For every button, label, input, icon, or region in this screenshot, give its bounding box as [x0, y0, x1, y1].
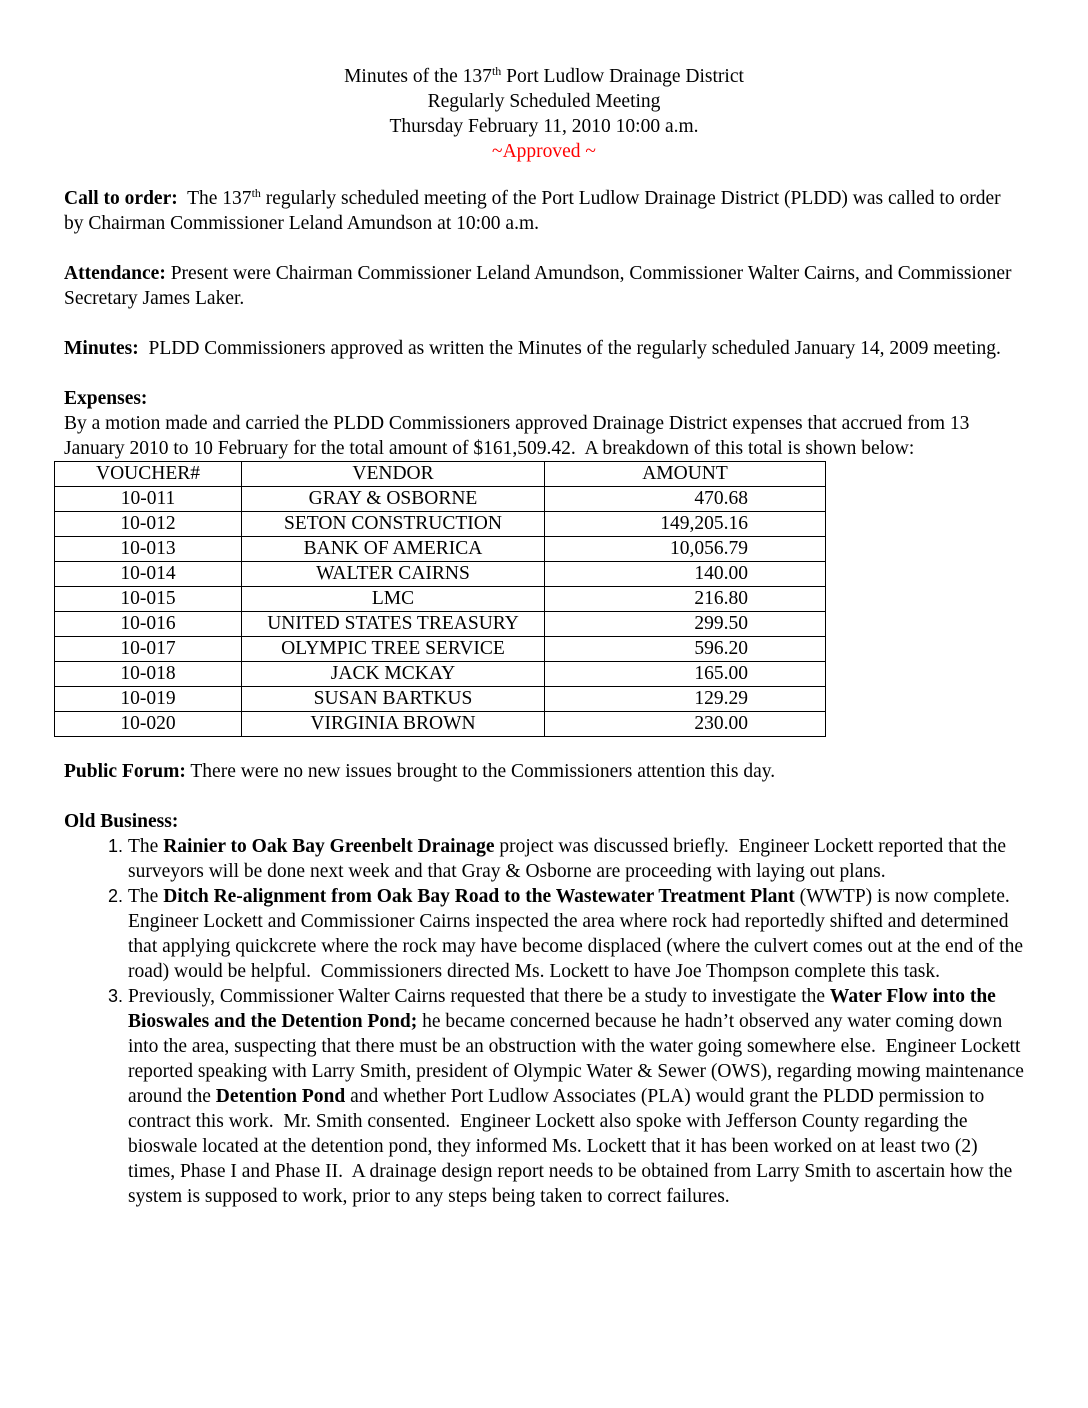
amount-cell: 470.68 — [545, 487, 826, 512]
voucher-cell: 10-020 — [55, 712, 242, 737]
approval-status: ~Approved ~ — [492, 141, 596, 162]
item-text-rest: (WWTP) is now complete. Engineer Lockett and Commissioner Cairns inspected the area where rock had reportedly shifted and determined that applying quickcrete where the rock may have become displaced (where the culvert comes out at the end of the road) would be helpful. Commissioners directed Ms. Lockett to have Joe Thompson complete this task. — [128, 886, 1028, 982]
expenses-section — [64, 386, 1024, 737]
voucher-cell: 10-011 — [55, 487, 242, 512]
item-text: The — [128, 836, 164, 857]
call-to-order-text: The 137 — [177, 188, 252, 209]
item-text-rest: project was discussed briefly. Engineer Lockett reported that the surveyors will be done next week and that Gray & Osborne are proceeding with laying out plans. — [128, 836, 1011, 882]
voucher-cell: 10-014 — [55, 562, 242, 587]
expenses-text: By a motion made and carried the PLDD Commissioners approved Drainage District expenses that accrued from 13 January 2010 to 10 February for the total amount of $161,509.42. A breakdown of this total is shown below: — [64, 413, 975, 459]
item-text-rest: and whether Port Ludlow Associates (PLA) would grant the PLDD permission to contract this work. Mr. Smith consented. Engineer Lockett also spoke with Jefferson County regarding the bioswale located at the detention pond, they informed Ms. Lockett that it has been worked on at least two (2) times, Phase I and Phase II. A drainage design report needs to be obtained from Larry Smith to ascertain how the system is supposed to work, prior to any steps being taken to correct failures. — [128, 1086, 1018, 1207]
call-to-order-section — [64, 186, 1024, 236]
project-name: Rainier to Oak Bay Greenbelt Drainage — [163, 836, 495, 857]
minutes-section — [64, 336, 1024, 361]
list-item — [128, 984, 1029, 1209]
document-subtitle: Regularly Scheduled Meeting — [427, 91, 661, 112]
table-row — [55, 487, 826, 512]
document-title — [64, 64, 1024, 89]
old-business-list — [64, 834, 1029, 1209]
table-row — [55, 512, 826, 537]
call-to-order-text-rest: regularly scheduled meeting of the Port Ludlow Drainage District (PLDD) was called to order by Chairman Commissioner Leland Amundson at 10:00 a.m. — [64, 188, 1001, 234]
minutes-text: PLDD Commissioners approved as written the Minutes of the regularly scheduled January 14, 2009 meeting. — [138, 338, 1001, 359]
vendor-cell: UNITED STATES TREASURY — [242, 612, 545, 637]
old-business-label: Old Business: — [64, 811, 179, 832]
vendor-cell: SETON CONSTRUCTION — [242, 512, 545, 537]
voucher-cell: 10-017 — [55, 637, 242, 662]
vendor-cell: WALTER CAIRNS — [242, 562, 545, 587]
amount-cell: 165.00 — [545, 662, 826, 687]
project-name-secondary: Detention Pond — [215, 1086, 346, 1107]
call-to-order-label: Call to order: — [64, 188, 178, 209]
ordinal-suffix: th — [251, 186, 261, 200]
amount-cell: 216.80 — [545, 587, 826, 612]
expenses-table — [54, 461, 826, 737]
vendor-cell: JACK MCKAY — [242, 662, 545, 687]
voucher-cell: 10-019 — [55, 687, 242, 712]
table-row — [55, 712, 826, 737]
voucher-cell: 10-016 — [55, 612, 242, 637]
amount-cell: 10,056.79 — [545, 537, 826, 562]
vendor-cell: VIRGINIA BROWN — [242, 712, 545, 737]
amount-cell: 230.00 — [545, 712, 826, 737]
title-text: Minutes of the 137 — [344, 66, 492, 87]
old-business-section — [64, 809, 1029, 1209]
attendance-label: Attendance: — [64, 263, 166, 284]
table-row — [55, 562, 826, 587]
item-text-middle: he became concerned because he hadn’t observed any water coming down into the area, suspecting that there must be an obstruction with the water going somewhere else. Engineer Lockett reported speaking with Larry Smith, president of Olympic Water & Sewer (OWS), regarding mowing maintenance around the — [128, 1011, 1029, 1107]
list-item — [128, 834, 1024, 884]
vendor-cell: LMC — [242, 587, 545, 612]
list-item — [128, 884, 1028, 984]
column-header-vendor: VENDOR — [242, 462, 545, 487]
project-name: Ditch Re-alignment from Oak Bay Road to the Wastewater Treatment Plant — [163, 886, 795, 907]
amount-cell: 299.50 — [545, 612, 826, 637]
voucher-cell: 10-015 — [55, 587, 242, 612]
voucher-cell: 10-012 — [55, 512, 242, 537]
voucher-cell: 10-018 — [55, 662, 242, 687]
item-text: The — [128, 886, 164, 907]
amount-cell: 129.29 — [545, 687, 826, 712]
meeting-datetime: Thursday February 11, 2010 10:00 a.m. — [389, 116, 699, 137]
project-name: Water Flow into the Bioswales and the Detention Pond; — [128, 986, 996, 1032]
minutes-document — [64, 64, 1029, 1209]
table-row — [55, 612, 826, 637]
vendor-cell: OLYMPIC TREE SERVICE — [242, 637, 545, 662]
attendance-section — [64, 261, 1024, 311]
document-header — [64, 64, 1024, 164]
title-text-rest: Port Ludlow Drainage District — [501, 66, 744, 87]
item-text: Previously, Commissioner Walter Cairns requested that there be a study to investigate the — [128, 986, 830, 1007]
voucher-cell: 10-013 — [55, 537, 242, 562]
table-row — [55, 662, 826, 687]
title-ordinal: th — [491, 64, 502, 78]
table-row — [55, 587, 826, 612]
vendor-cell: GRAY & OSBORNE — [242, 487, 545, 512]
amount-cell: 140.00 — [545, 562, 826, 587]
table-row — [55, 637, 826, 662]
table-row — [55, 687, 826, 712]
public-forum-text: There were no new issues brought to the Commissioners attention this day. — [185, 761, 776, 782]
amount-cell: 149,205.16 — [545, 512, 826, 537]
attendance-text: Present were Chairman Commissioner Leland Amundson, Commissioner Walter Cairns, and Commissioner Secretary James Laker. — [64, 263, 1012, 309]
minutes-label: Minutes: — [64, 338, 139, 359]
column-header-voucher: VOUCHER# — [55, 462, 242, 487]
vendor-cell: BANK OF AMERICA — [242, 537, 545, 562]
vendor-cell: SUSAN BARTKUS — [242, 687, 545, 712]
column-header-amount: AMOUNT — [545, 462, 826, 487]
amount-cell: 596.20 — [545, 637, 826, 662]
table-header-row — [55, 462, 826, 487]
table-row — [55, 537, 826, 562]
public-forum-label: Public Forum: — [64, 761, 186, 782]
public-forum-section — [64, 759, 1024, 784]
expenses-label: Expenses: — [64, 388, 148, 409]
